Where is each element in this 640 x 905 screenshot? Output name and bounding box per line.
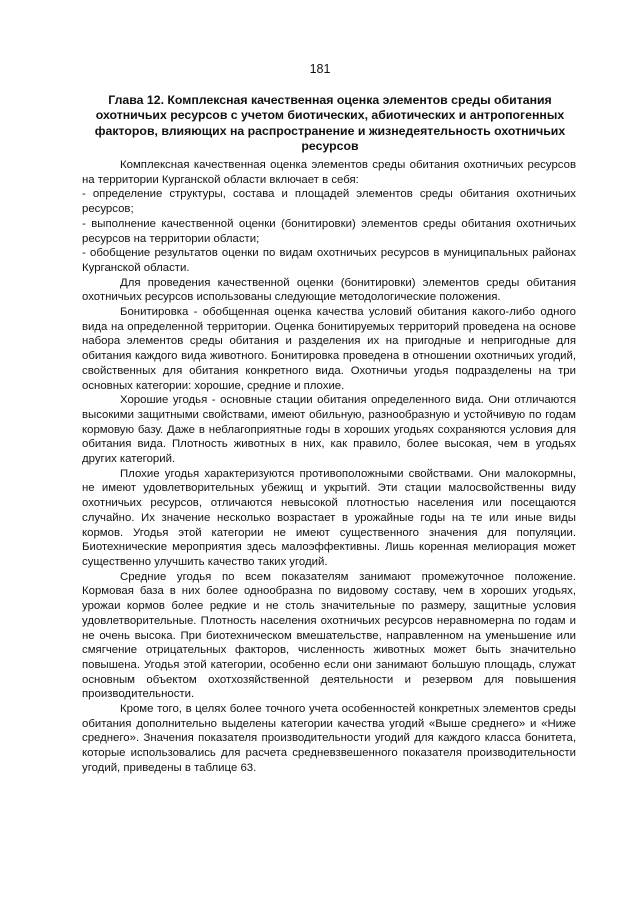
- chapter-title: Глава 12. Комплексная качественная оценка элементов среды обитания охотничьих ресурсов с учетом биотических, абиотических и антропогенных факторов, влияющих на распространение и жизнедеятельность охотничьих ресурсов: [94, 93, 566, 153]
- paragraph-methodology: Для проведения качественной оценки (бонитировки) элементов среды обитания охотничьих ресурсов использованы следующие методологические положения.: [82, 276, 576, 304]
- body-text: [82, 158, 576, 776]
- paragraph-additional-categories: Кроме того, в целях более точного учета особенностей конкретных элементов среды обитания дополнительно выделены категории качества угодий «Выше среднего» и «Ниже среднего». Значения показателя производительности угодий для каждого класса бонитета, которые использовались для расчета средневзвешенного показателя производительности угодий, приведены в таблице 63.: [82, 703, 576, 774]
- paragraph-poor-grounds: Плохие угодья характеризуются противоположными свойствами. Они малокормны, не имеют удовлетворительных убежищ и укрытий. Эти стации малосвойственны виду охотничьих ресурсов, отличаются невысокой плотностью населения или посещаются случайно. Их значение несколько возрастает в урожайные годы на те или иные виды кормов. Угодья этой категории не имеют существенного значения для популяции. Биотехнические мероприятия здесь малоэффективны. Лишь коренная мелиорация может существенно улучшить качество таких угодий.: [82, 467, 576, 568]
- paragraph-bonitirovka-definition: Бонитировка - обобщенная оценка качества условий обитания какого-либо одного вида на определенной территории. Оценка бонитируемых территорий проведена на основе набора элементов среды обитания и разделения их на пригодные и непригодные для обитания каждого вида животного. Бонитировка проведена в отношении охотничьих угодий, свойственных для обитания конкретного вида. Охотничьи угодья подразделены на три основных категории: хорошие, средние и плохие.: [82, 306, 576, 392]
- page-number: 181: [309, 62, 331, 76]
- list-item-structure: - определение структуры, состава и площадей элементов среды обитания охотничьих ресурсов;: [82, 188, 576, 216]
- paragraph-good-grounds: Хорошие угодья - основные стации обитания определенного вида. Они отличаются высокими защитными свойствами, имеют обильную, разнообразную и устойчивую по годам кормовую базу. Даже в неблагоприятные годы в хороших угодьях сохраняются условия для обитания вида. Плотность животных в них, как правило, более высокая, чем в угодьях других категорий.: [82, 394, 576, 466]
- list-item-summary: - обобщение результатов оценки по видам охотничьих ресурсов в муниципальных районах Курганской области.: [82, 247, 576, 274]
- paragraph-intro: Комплексная качественная оценка элементов среды обитания охотничьих ресурсов на территории Курганской области включает в себя:: [82, 159, 576, 186]
- paragraph-medium-grounds: Средние угодья по всем показателям занимают промежуточное положение. Кормовая база в них более однообразна по видовому составу, чем в хороших угодьях, урожаи кормов более редкие и не столь значительные по размеру, защитные условия удовлетворительные. Плотность населения охотничьих ресурсов неравномерна по годам и не очень высока. При биотехническом вмешательстве, направленном на уменьшение или смягчение отрицательных факторов, численность животных может быть значительно повышена. Угодья этой категории, особенно если они занимают большую площадь, служат основным объектом охотхозяйственной деятельности и резервом для повышения производительности.: [82, 570, 576, 701]
- list-item-bonitirovka: - выполнение качественной оценки (бонитировки) элементов среды обитания охотничьих ресурсов на территории области;: [82, 217, 576, 245]
